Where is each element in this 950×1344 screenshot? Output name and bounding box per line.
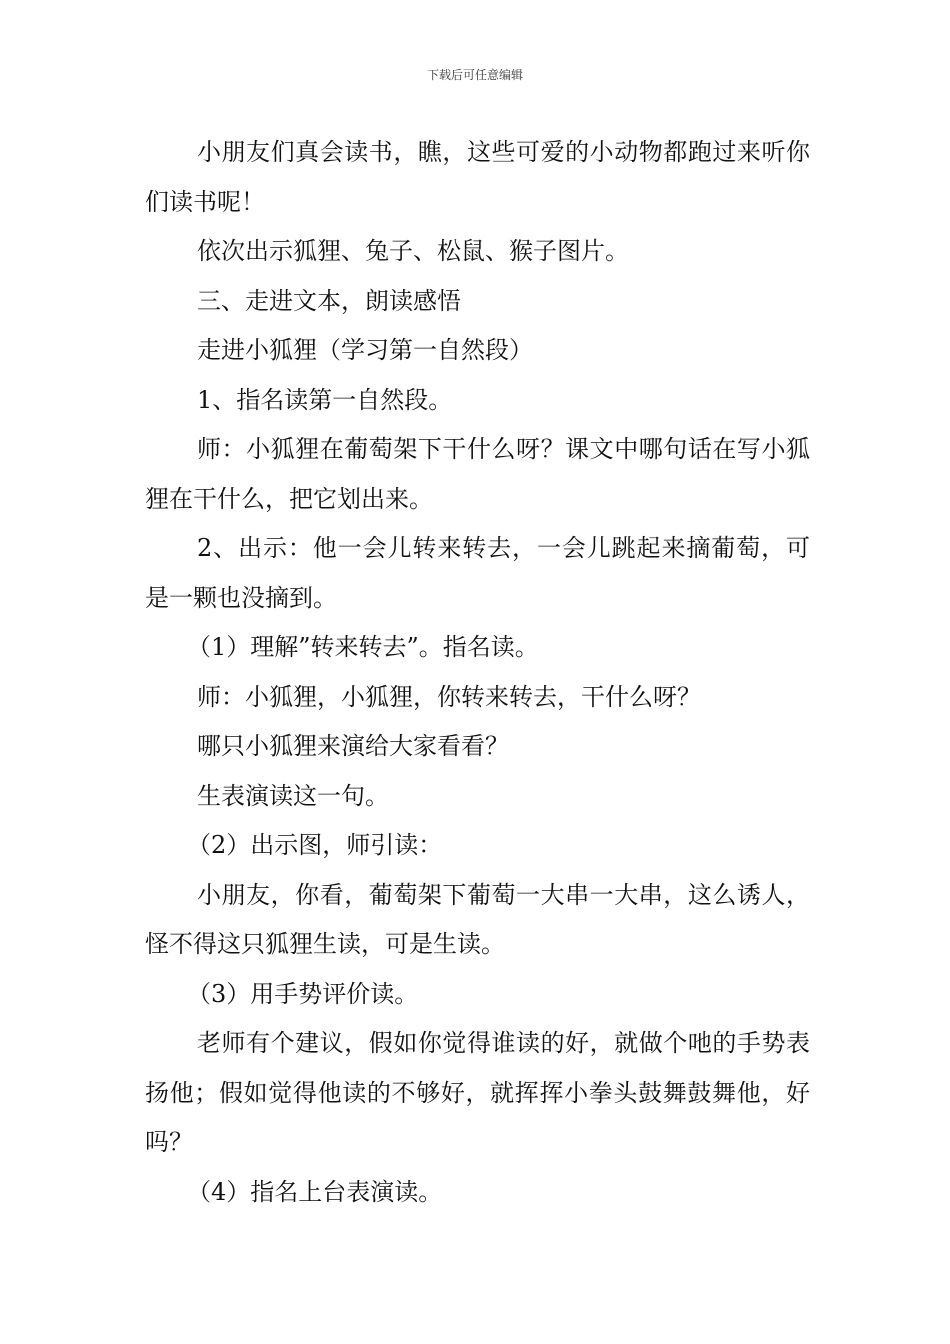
subsection-heading: 走进小狐狸（学习第一自然段）	[197, 336, 533, 364]
paragraph: 生表演读这一句。	[197, 781, 389, 810]
paragraph: （3）用手势评价读。	[187, 979, 419, 1008]
page-header: 下载后可任意编辑	[426, 68, 523, 82]
paragraph: 哪只小狐狸来演给大家看看？	[197, 732, 509, 760]
document-body	[145, 128, 810, 1217]
section-heading: 三、走进文本，朗读感悟	[197, 286, 461, 315]
paragraph: （4）指名上台表演读。	[187, 1177, 443, 1206]
paragraph: 师：小狐狸，小狐狸，你转来转去，干什么呀？	[197, 682, 701, 711]
paragraph: 小朋友们真会读书，瞧，这些可爱的小动物都跑过来听你们读书呢！	[145, 138, 810, 216]
paragraph: 1、指名读第一自然段。	[197, 385, 453, 414]
paragraph: 老师有个建议，假如你觉得谁读的好，就做个吔的手势表扬他；假如觉得他读的不够好，就挥挥小拳头鼓舞鼓舞他，好吗？	[145, 1029, 810, 1156]
paragraph: （1）理解”转来转去”。指名读。	[187, 633, 539, 661]
paragraph: 2、出示：他一会儿转来转去，一会儿跳起来摘葡萄，可是一颗也没摘到。	[145, 534, 810, 612]
paragraph: （2）出示图，师引读：	[187, 831, 443, 859]
paragraph: 依次出示狐狸、兔子、松鼠、猴子图片。	[197, 237, 629, 265]
paragraph: 小朋友，你看，葡萄架下葡萄一大串一大串，这么诱人，怪不得这只狐狸生读，可是生读。	[145, 880, 810, 958]
paragraph: 师：小狐狸在葡萄架下干什么呀？课文中哪句话在写小狐狸在干什么，把它划出来。	[145, 435, 810, 513]
